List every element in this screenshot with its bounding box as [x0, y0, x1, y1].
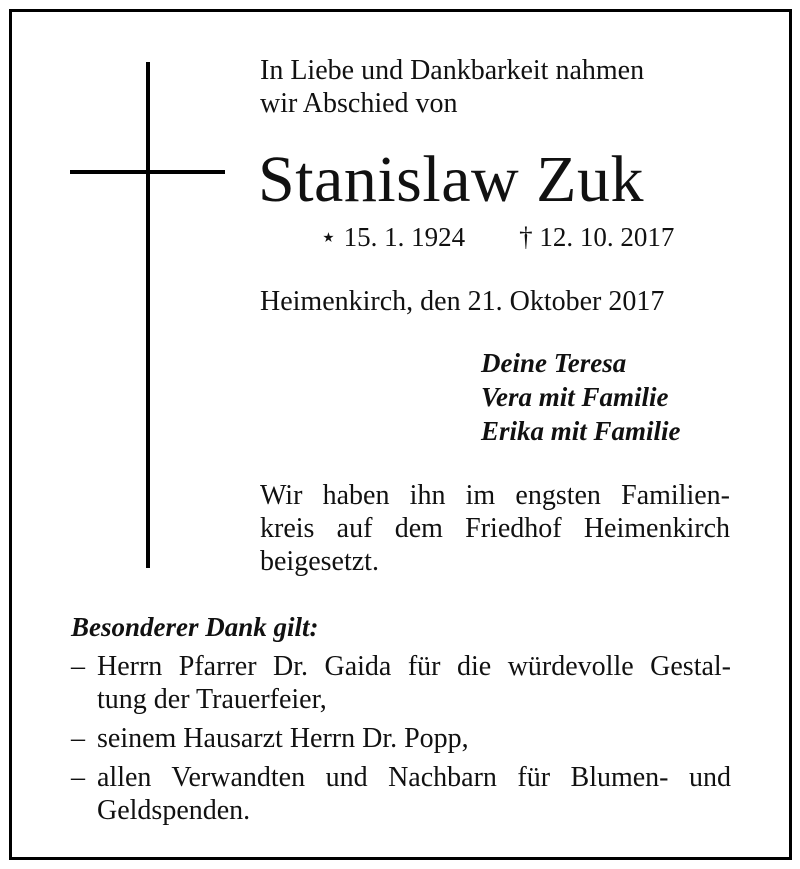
- life-dates: [320, 221, 674, 253]
- burial-line: Wir haben ihn im engsten Familien-: [260, 480, 730, 511]
- dash-bullet: –: [71, 762, 85, 793]
- intro-line: wir Abschied von: [260, 88, 458, 119]
- thanks-line: seinem Hausarzt Herrn Dr. Popp,: [97, 723, 469, 754]
- thanks-line: tung der Trauerfeier,: [97, 684, 327, 715]
- thanks-item: [71, 761, 731, 827]
- cross-vertical-bar: [146, 62, 150, 568]
- dagger-icon: †: [519, 222, 533, 252]
- death-date: † 12. 10. 2017: [519, 222, 675, 252]
- star-icon: ⋆: [320, 222, 337, 252]
- thanks-item: [71, 650, 731, 716]
- thanks-line: Herrn Pfarrer Dr. Gaida für die würdevolle Gestal-: [97, 651, 731, 682]
- dash-bullet: –: [71, 723, 85, 754]
- mourner-name: Vera mit Familie: [481, 382, 669, 412]
- burial-line: beigesetzt.: [260, 546, 379, 577]
- deceased-name: Stanislaw Zuk: [258, 143, 644, 216]
- intro-text: [260, 54, 730, 120]
- thanks-item: [71, 722, 731, 755]
- thanks-heading: Besonderer Dank gilt:: [71, 612, 319, 642]
- mourner-name: Deine Teresa: [481, 348, 627, 378]
- intro-line: In Liebe und Dankbarkeit nahmen: [260, 55, 645, 86]
- burial-line: kreis auf dem Friedhof Heimenkirch: [260, 513, 730, 544]
- birth-date: ⋆ 15. 1. 1924: [320, 222, 466, 252]
- thanks-list: [71, 650, 731, 833]
- cross-horizontal-bar: [70, 170, 225, 174]
- place-and-date: Heimenkirch, den 21. Oktober 2017: [260, 286, 665, 317]
- mourner-name: Erika mit Familie: [481, 416, 681, 446]
- dash-bullet: –: [71, 651, 85, 682]
- thanks-line: Geldspenden.: [97, 795, 251, 826]
- mourners-list: [481, 346, 681, 448]
- thanks-line: allen Verwandten und Nachbarn für Blumen- und: [97, 762, 731, 793]
- burial-text: [260, 479, 730, 578]
